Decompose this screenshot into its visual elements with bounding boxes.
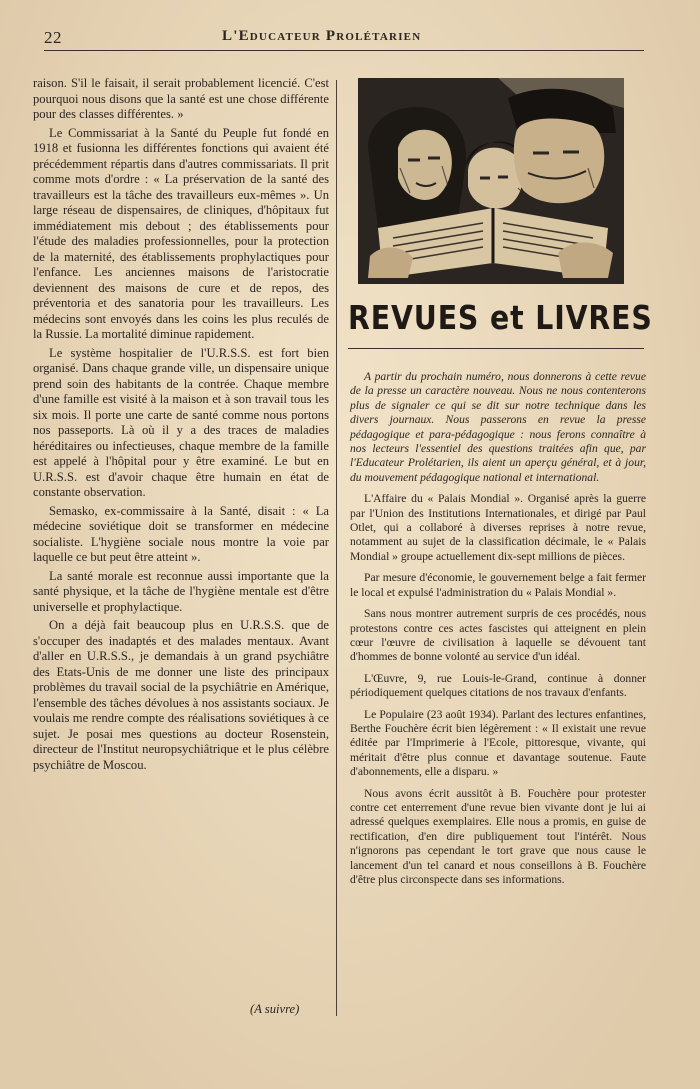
paragraph: Le système hospitalier de l'U.R.S.S. est fort bien organisé. Dans chaque grande ville, un dispensaire unique prend soin des habitants de la contrée. Chaque membre d'une famille est visité à la maison et à son travail tous les six mois. Il porte une carte de santé comme nous portons nos passeports. Là où il y a des traces de maladies héréditaires ou infectieuses, chaque membre de la famille est appelé à l'hôpital pour y être examiné. Le but en U.R.S.S. est d'avoir chaque être humain en état de constante observation. (33, 345, 329, 499)
paragraph: Semasko, ex-commissaire à la Santé, disait : « La médecine soviétique doit se transformer en médecine socialiste. L'hygiène sociale nous montre la voie par laquelle ce but peut être atteint ». (33, 503, 329, 564)
to-be-continued-note: (A suivre) (250, 1002, 300, 1016)
intro-paragraph: A partir du prochain numéro, nous donnerons à cette revue de la presse un caractère nouveau. Nous ne nous contenterons plus de signaler ce qui se dit sur notre technique dans les divers journaux. Nous passerons en revue la presse pédagogique et para-pédagogique : nous ferons connaître à nos lecteurs l'essentiel des questions traitées afin que, par l'Educateur Prolétarien, ils aient un aperçu général, et à jour, du mouvement pédagogique national et international. (350, 370, 646, 484)
paragraph: Le Commissariat à la Santé du Peuple fut fondé en 1918 et fusionna les différentes fonctions qui avaient été précédemment répartis dans d'autres commissariats. Il prit comme mots d'ordre : « La préservation de la santé des travailleurs est la tâche des travailleurs eux-mêmes ». Un large réseau de dispensaires, de cliniques, d'hôpitaux fut immédiatement mis debout ; des établissements pour l'étude des maladies professionnelles, pour la protection de la maternité, des établissements prophylactiques pour l'enfance. Les anciennes maisons de l'aristocratie deviennent des maisons de cure et de repos, des préventoria et des sanatoria pour les travailleurs. Les médecins sont envoyés dans les coins les plus reculés de la Russie. La mortalité diminue rapidement. (33, 125, 329, 341)
page-number: 22 (44, 28, 62, 47)
paragraph: La santé morale est reconnue aussi importante que la santé physique, et la tâche de l'hygiène mentale est d'être universelle et prophylactique. (33, 568, 329, 614)
paragraph: raison. S'il le faisait, il serait probablement licencié. C'est pourquoi nous disons que la santé est une chose différente pour des classes différentes. » (33, 76, 329, 121)
article-left-column (33, 76, 329, 776)
paragraph: Le Populaire (23 août 1934). Parlant des lectures enfantines, Berthe Fouchère écrit bien légèrement : « Il existait une revue éditée par l'Imprimerie à l'Ecole, pittoresque, vivante, qui méritait d'être plus connue et davantage soutenue. Faute d'abonnements, elle a disparu. » (350, 707, 646, 779)
page-header (44, 26, 644, 51)
reviews-right-column (350, 370, 646, 894)
paragraph: On a déjà fait beaucoup plus en U.R.S.S. que de s'occuper des inadaptés et des malades mentaux. Avant d'aller en U.R.S.S., je demandais à un grand psychiâtre des Etats-Unis de me donner une liste des principaux problèmes du travail social de la psychiâtrie en Amérique, l'ensemble des tâches dévolues à nos assistants sociaux. Je voulais me rendre compte des réalisations soviétiques à ce sujet. Je posai mes questions au docteur Rosenstein, directeur de l'Institut neuropsychiâtrique et le plus célèbre psychiâtre de Moscou. (33, 618, 329, 772)
paragraph: Par mesure d'économie, le gouvernement belge a fait fermer le local et expulsé l'administration du « Palais Mondial ». (350, 571, 646, 599)
woodcut-reading-family-illustration (358, 78, 624, 284)
column-divider (336, 80, 337, 1016)
paragraph: L'Œuvre, 9, rue Louis-le-Grand, continue à donner périodiquement quelques citations de nos travaux d'enfants. (350, 671, 646, 700)
section-title: REVUES et LIVRES (348, 298, 653, 337)
paragraph: Nous avons écrit aussitôt à B. Fouchère pour protester contre cet enterrement d'une revue bien vivante dont je lui ai adressé quelques exemplaires. Elle nous a promis, en guise de rectification, d'en dire publiquement tout l'intérêt. Nous n'ignorons pas cependant le tort grave que nous cause le lancement d'un tel canard et nous conseillons à B. Fouchère d'être plus circonspecte dans ses informations. (350, 786, 646, 886)
paragraph: Sans nous montrer autrement surpris de ces procédés, nous protestons contre ces actes fascistes qui atteignent en plein cœur l'œuvre de civilisation à laquelle se dévouent tant d'hommes de bonne volonté au service d'un idéal. (350, 607, 646, 664)
paragraph: L'Affaire du « Palais Mondial ». Organisé après la guerre par l'Union des Institutions Internationales, et dirigé par Paul Otlet, qui a collaboré à diverses reprises à notre revue, notamment au sujet de la classification décimale, le « Palais Mondial » groupe actuellement dix-sept millions de pièces. (350, 492, 646, 563)
title-rule (348, 348, 644, 349)
journal-title: L'Educateur Prolétarien (222, 28, 422, 44)
